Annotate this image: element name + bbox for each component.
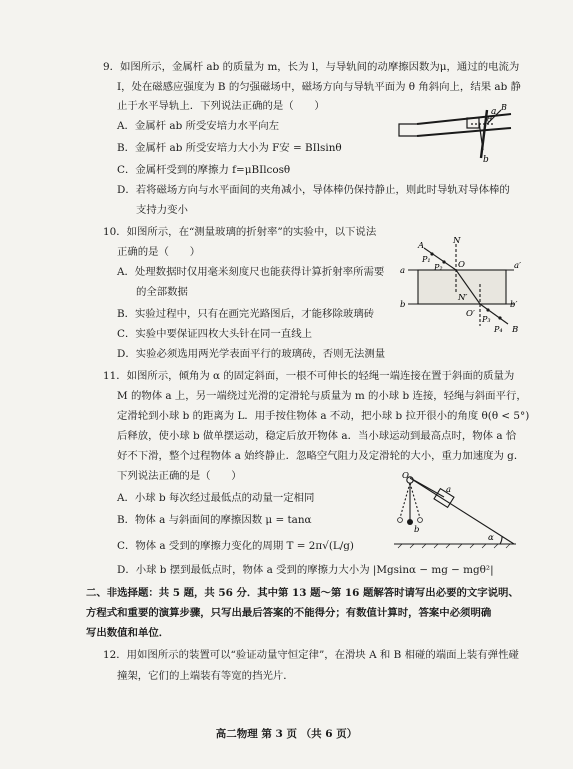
q10-fig-label-N: N	[453, 236, 461, 246]
q10-fig-label-P2: P₂	[434, 263, 443, 272]
q9-fig-label-b: b	[483, 155, 489, 164]
q9-line1: 9．如图所示，金属杆 ab 的质量为 m，长为 l，与导轨间的动摩擦因数为μ，通过的电流为	[103, 61, 520, 73]
q10-fig-label-N-prime: N′	[458, 293, 468, 303]
q10-option-a-line1: A．处理数据时仅用毫米刻度尺也能获得计算折射率所需要	[117, 266, 385, 278]
section2-line1: 二、非选择题：共 5 题，共 56 分．其中第 13 题～第 16 题解答时请写出必要的文字说明、	[86, 587, 519, 599]
q11-option-d: D．小球 b 摆到最低点时，物体 a 受到的摩擦力大小为 |Mgsinα − mg − mgθ²|	[117, 564, 494, 576]
q11-line6: 下列说法正确的是（ ）	[117, 470, 242, 482]
q9-option-c: C．金属杆受到的摩擦力 f=μBIlcosθ	[117, 164, 291, 176]
q10-fig-label-P1: P₁	[422, 255, 431, 264]
q10-fig-label-P3: P₃	[482, 315, 491, 324]
q9-option-d-line1: D．若将磁场方向与水平面间的夹角减小，导体棒仍保持静止，则此时导轨对导体棒的	[117, 184, 510, 196]
q10-line1: 10．如图所示，在“测量玻璃的折射率”的实验中，以下说法	[103, 226, 377, 238]
q10-fig-label-b: b	[400, 300, 406, 310]
q10-option-c: C．实验中要保证四枚大头针在同一直线上	[117, 328, 312, 340]
q10-option-b: B．实验过程中，只有在画完光路图后，才能移除玻璃砖	[117, 308, 375, 320]
q9-fig-label-a: a	[491, 107, 497, 117]
q9-rail-figure	[395, 102, 515, 164]
q9-option-a: A．金属杆 ab 所受安培力水平向左	[117, 120, 280, 132]
q10-fig-label-B: B	[512, 325, 519, 334]
q11-incline-figure	[388, 470, 520, 556]
q9-option-d-line2: 支持力变小	[136, 204, 188, 216]
q11-option-c: C．物体 a 受到的摩擦力变化的周期 T = 2π√(L/g)	[117, 540, 354, 552]
q10-fig-label-O: O	[458, 260, 465, 270]
q11-option-b: B．物体 a 与斜面间的摩擦因数 μ = tanα	[117, 514, 312, 526]
section2-line3: 写出数值和单位．	[86, 627, 170, 639]
section2-line2: 方程式和重要的演算步骤，只写出最后答案的不能得分；有数值计算时，答案中必须明确	[86, 607, 492, 619]
q10-fig-label-a: a	[400, 266, 406, 276]
q10-fig-label-O-prime: O′	[466, 309, 475, 319]
q10-option-d: D．实验必须选用两光学表面平行的玻璃砖，否则无法测量	[117, 348, 386, 360]
q10-option-a-line2: 的全部数据	[136, 286, 188, 298]
q9-line2: I，处在磁感应强度为 B 的匀强磁场中，磁场方向与导轨平面为 θ 角斜向上，结果 ab 静	[117, 81, 521, 93]
q10-line2: 正确的是（ ）	[117, 246, 201, 258]
q11-line5: 好不下滑，整个过程物体 a 始终静止．忽略空气阻力及定滑轮的大小，重力加速度为 g．	[117, 450, 525, 462]
q9-fig-label-theta: θ	[487, 115, 492, 124]
q10-fig-label-a-prime: a′	[514, 261, 521, 271]
q11-fig-label-a: a	[446, 485, 452, 495]
q11-fig-label-b: b	[414, 525, 420, 535]
q10-fig-label-A: A	[418, 241, 425, 251]
q12-line2: 撞架，它们的上端装有等宽的挡光片．	[117, 670, 294, 682]
q10-glass-figure	[396, 236, 526, 334]
q11-fig-label-O: O	[402, 471, 409, 481]
q11-fig-label-alpha: α	[488, 533, 494, 543]
q11-line4: 后释放，使小球 b 做单摆运动，稳定后放开物体 a．当小球运动到最高点时，物体 a 恰	[117, 430, 517, 442]
q11-line2: M 的物体 a 上，另一端绕过光滑的定滑轮与质量为 m 的小球 b 连接，轻绳与斜面平行，	[117, 390, 527, 402]
q11-line1: 11．如图所示，倾角为 α 的固定斜面，一根不可伸长的轻绳一端连接在置于斜面的质量为	[103, 370, 515, 382]
q10-fig-label-b-prime: b′	[510, 300, 518, 310]
q11-line3: 定滑轮到小球 b 的距离为 L．用手按住物体 a 不动，把小球 b 拉开很小的角度 θ(θ < 5°)	[117, 410, 530, 422]
q9-option-b: B．金属杆 ab 所受安培力大小为 F安 = BIlsinθ	[117, 142, 342, 154]
q10-fig-label-P4: P₄	[494, 325, 503, 334]
q11-option-a: A．小球 b 每次经过最低点的动量一定相同	[117, 492, 315, 504]
page-footer: 高二物理 第 3 页 （共 6 页）	[215, 728, 358, 740]
q9-fig-label-B: B	[501, 103, 507, 112]
q9-line3: 止于水平导轨上．下列说法正确的是（ ）	[117, 100, 325, 112]
q12-line1: 12．用如图所示的装置可以“验证动量守恒定律”，在滑块 A 和 B 相碰的端面上装有弹性碰	[103, 649, 519, 661]
